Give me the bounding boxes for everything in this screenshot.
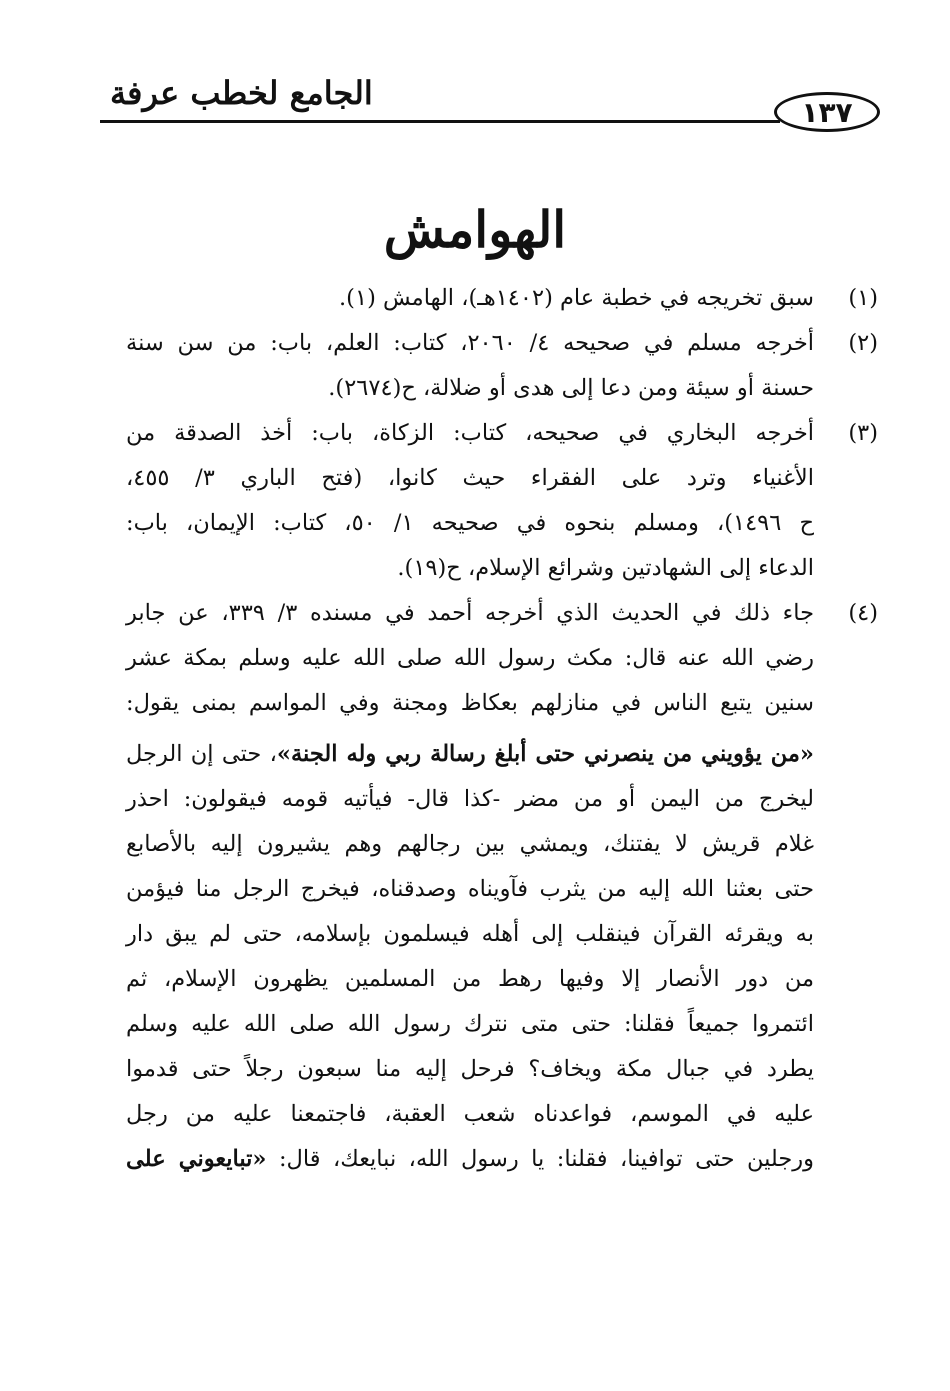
footnotes [126, 276, 878, 1182]
footnote-line: يطرد في جبال مكة ويخاف؟ فرحل إليه منا سبعون رجلاً حتى قدموا [126, 1056, 814, 1082]
footnote-line: من دور الأنصار إلا وفيها رهط من المسلمين يظهرون الإسلام، ثم [126, 966, 814, 992]
footnote-number: (٢) [848, 330, 878, 356]
footnote-number: (٣) [848, 420, 878, 446]
page-number [774, 92, 880, 132]
footnote-line: عليه في الموسم، فواعدناه شعب العقبة، فاجتمعنا عليه من رجل [126, 1101, 814, 1127]
footnote-text [126, 591, 814, 1182]
footnote-line: أخرجه البخاري في صحيحه، كتاب: الزكاة، باب: أخذ الصدقة من [126, 420, 814, 446]
section-title: الهوامش [383, 200, 567, 259]
footnote-line: الأغنياء وترد على الفقراء حيث كانوا، (فتح الباري ٣/ ٤٥٥، [126, 465, 814, 491]
footnote-line: به ويقرئه القرآن فينقلب إلى أهله فيسلمون بإسلامه، حتى لم يبق دار [126, 921, 814, 947]
footnote-line: سنين يتبع الناس في منازلهم بعكاظ ومجنة وفي المواسم بمنى يقول: [126, 690, 814, 716]
footnote-2 [126, 321, 878, 411]
last-line-plain: ورجلين حتى توافينا، فقلنا: يا رسول الله، نبايعك، قال: [266, 1146, 815, 1172]
footnote-number: (١) [848, 285, 878, 311]
footnote-text [126, 411, 814, 591]
footnote-line: رضي الله عنه قال: مكث رسول الله صلى الله عليه وسلم بمكة عشر [126, 645, 814, 671]
footnote-text [126, 276, 814, 321]
footnote-line: حتى بعثنا الله إليه من يثرب فآويناه وصدقناه، فيخرج الرجل منا فيؤمن [126, 876, 814, 902]
header-rule [100, 120, 780, 123]
footnote-line: حسنة أو سيئة ومن دعا إلى هدى أو ضلالة، ح(٢٦٧٤). [328, 375, 814, 401]
footnote-line: جاء ذلك في الحديث الذي أخرجه أحمد في مسنده ٣/ ٣٣٩، عن جابر [126, 600, 815, 626]
footnote-number: (٤) [848, 600, 878, 626]
footnote-line: أخرجه مسلم في صحيحه ٤/ ٢٠٦٠، كتاب: العلم، باب: من سن سنة [126, 330, 815, 356]
footnote-4 [126, 591, 878, 1182]
footnote-text [126, 321, 814, 411]
footnote-line: غلام قريش لا يفتنك، ويمشي بين رجالهم وهم يشيرون إليه بالأصابع [126, 831, 814, 857]
last-line-bold: «تبايعوني على [126, 1146, 267, 1172]
footnote-line: ح ١٤٩٦)، ومسلم بنحوه في صحيحه ١/ ٥٠، كتاب: الإيمان، باب: [126, 510, 814, 536]
page-number-text: ١٣٧ [801, 95, 853, 129]
footnote-line: الدعاء إلى الشهادتين وشرائع الإسلام، ح(١٩). [397, 555, 814, 581]
hadith-quote-bold: «من يؤويني من ينصرني حتى أبلغ رسالة ربي وله الجنة» [276, 741, 814, 767]
book-title: الجامع لخطب عرفة [110, 74, 373, 112]
running-header [100, 70, 880, 140]
hadith-quote-line [126, 732, 814, 777]
footnote-line: ليخرج من اليمن أو من مضر -كذا قال- فيأتيه قومه فيقولون: احذر [126, 786, 814, 812]
hadith-quote-rest: ، حتى إن الرجل [126, 741, 277, 767]
footnote-3 [126, 411, 878, 591]
footnote-last-line [126, 1137, 814, 1182]
footnote-line: ائتمروا جميعاً فقلنا: حتى متى نترك رسول الله صلى الله عليه وسلم [126, 1011, 814, 1037]
footnote-line: سبق تخريجه في خطبة عام (١٤٠٢هـ)، الهامش (١). [339, 285, 814, 311]
footnote-1 [126, 276, 878, 321]
